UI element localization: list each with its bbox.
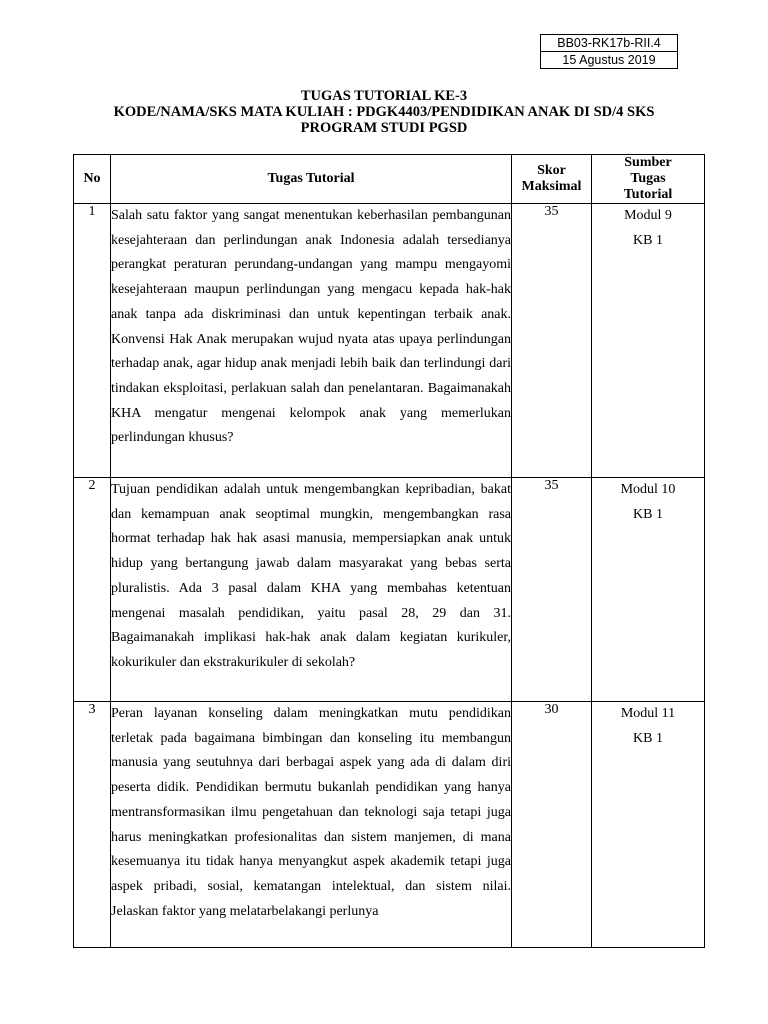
row-number: 3: [74, 702, 111, 948]
title-line-2: KODE/NAMA/SKS MATA KULIAH : PDGK4403/PENDIDIKAN ANAK DI SD/4 SKS: [113, 104, 655, 120]
task-source: [592, 702, 705, 948]
document-code-box: [540, 34, 678, 69]
task-source: [592, 204, 705, 478]
source-module: Modul 11: [620, 706, 676, 721]
header-no: No: [74, 155, 111, 204]
header-source-line2: Tugas: [630, 171, 666, 186]
source-kb: KB 1: [633, 232, 663, 248]
header-source-line1: Sumber: [624, 155, 672, 170]
source-module: Modul 10: [620, 482, 676, 497]
table-row: [74, 204, 705, 478]
max-score: 35: [512, 478, 592, 702]
task-source: [592, 478, 705, 702]
source-module: Modul 9: [624, 208, 672, 223]
row-number: 1: [74, 204, 111, 478]
header-source: [592, 155, 705, 204]
source-kb: KB 1: [633, 730, 663, 746]
max-score: 30: [512, 702, 592, 948]
document-title: [0, 88, 768, 136]
title-line-3: PROGRAM STUDI PGSD: [300, 120, 468, 136]
row-number: 2: [74, 478, 111, 702]
header-skor: [512, 155, 592, 204]
header-skor-line1: Skor: [537, 163, 566, 178]
max-score: 35: [512, 204, 592, 478]
table-row: [74, 478, 705, 702]
document-code: BB03-RK17b-RII.4: [557, 36, 661, 50]
source-kb: KB 1: [633, 506, 663, 522]
title-line-1: TUGAS TUTORIAL KE-3: [300, 88, 468, 104]
header-skor-line2: Maksimal: [521, 179, 582, 194]
header-source-line3: Tutorial: [623, 187, 673, 202]
table-row: [74, 702, 705, 948]
header-task: Tugas Tutorial: [111, 155, 512, 204]
document-date: 15 Agustus 2019: [541, 51, 677, 68]
tutorial-table: [73, 154, 705, 948]
task-text: Peran layanan konseling dalam meningkatkan mutu pendidikan terletak pada bagaimana bimbingan dan konseling itu membangun manusia yang seutuhnya dari berbagai aspek yang ada di dalam diri peserta didik. Pendidikan bermutu bukanlah pendidikan yang hanya mentransformasikan ilmu pengetahuan dan teknologi saja tetapi juga harus meningkatkan profesionalitas dan sistem manjemen, di mana kesemuanya itu tidak hanya menyangkut aspek akademik tetapi juga aspek pribadi, sosial, kematangan intelektual, dan sistem nilai. Jelaskan faktor yang melatarbelakangi perlunya: [111, 702, 512, 948]
task-text: Tujuan pendidikan adalah untuk mengembangkan kepribadian, bakat dan kemampuan anak seoptimal mungkin, mengembangkan rasa hormat terhadap hak hak asasi manusia, mempersiapkan anak untuk hidup yang bertangung jawab dalam masyarakat yang bebas serta pluralistis. Ada 3 pasal dalam KHA yang membahas ketentuan mengenai masalah pendidikan, yaitu pasal 28, 29 dan 31. Bagaimanakah implikasi hak-hak anak dalam kegiatan kurikuler, kokurikuler dan ekstrakurikuler di sekolah?: [111, 478, 512, 702]
table-header-row: [74, 155, 705, 204]
task-text: Salah satu faktor yang sangat menentukan keberhasilan pembangunan kesejahteraan dan perlindungan anak Indonesia adalah tersedianya perangkat peraturan perundang-undangan yang mampu mengayomi kesejahteraan maupun perlindungan yang mengacu kepada hak-hak anak tanpa ada diskriminasi dan untuk kepentingan terbaik anak. Konvensi Hak Anak merupakan wujud nyata atas upaya perlindungan terhadap anak, agar hidup anak menjadi lebih baik dan terlindungi dari tindakan eksploitasi, perlakuan salah dan penelantaran. Bagaimanakah KHA mengatur mengenai kelompok anak yang memerlukan perlindungan khusus?: [111, 204, 512, 478]
